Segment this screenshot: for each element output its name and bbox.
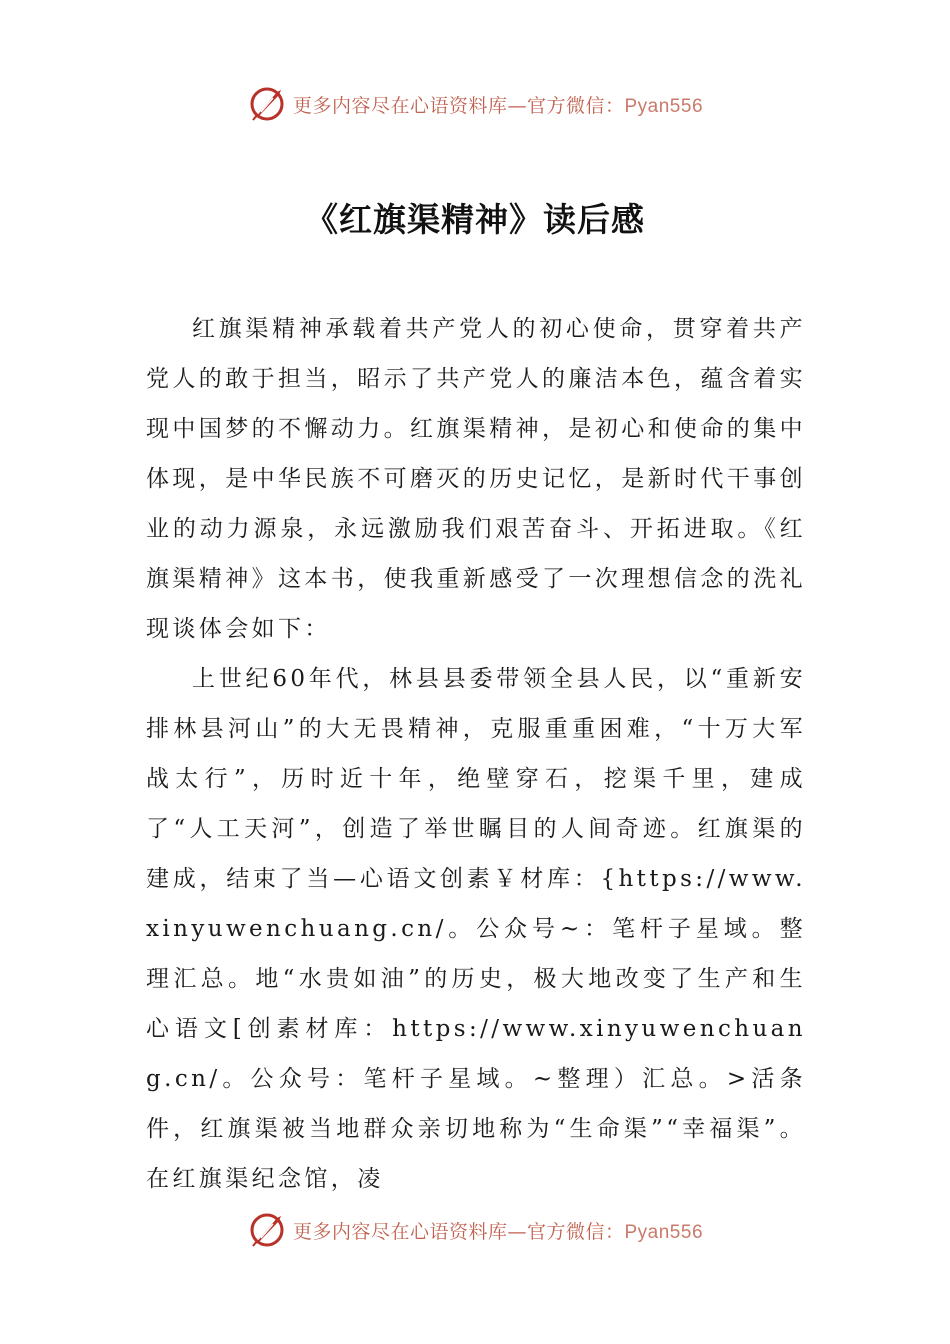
footer-banner-text: 更多内容尽在心语资料库—官方微信：Pyan556 — [292, 1220, 704, 1243]
quill-logo-icon — [247, 1210, 287, 1250]
document-title: 《红旗渠精神》读后感 — [305, 200, 645, 240]
header-banner-text: 更多内容尽在心语资料库—官方微信：Pyan556 — [292, 94, 704, 117]
document-body — [146, 304, 806, 1204]
header-wechat-id: Pyan556 — [624, 95, 704, 117]
header-banner — [0, 80, 950, 128]
paragraph: 上世纪60年代，林县县委带领全县人民，以“重新安排林县河山”的大无畏精神，克服重重困难，“十万大军战太行”，历时近十年，绝壁穿石，挖渠千里，建成了“人工天河”，创造了举世瞩目的人间奇迹。红旗渠的建成，结束了当—心语文创素￥材库：{https://www.xinyuwenchuang.cn/。公众号~：笔杆子星域。整理汇总。地“水贵如油”的历史，极大地改变了生产和生心语文[创素材库：https://www.xinyuwenchuang.cn/。公众号：笔杆子星域。~整理）汇总。>活条件，红旗渠被当地群众亲切地称为“生命渠”“幸福渠”。在红旗渠纪念馆，凌 — [146, 666, 806, 1192]
footer-banner — [0, 1206, 950, 1254]
footer-wechat-id: Pyan556 — [624, 1221, 704, 1243]
paragraph: 红旗渠精神承载着共产党人的初心使命，贯穿着共产党人的敢于担当，昭示了共产党人的廉洁本色，蕴含着实现中国梦的不懈动力。红旗渠精神，是初心和使命的集中体现，是中华民族不可磨灭的历史记忆，是新时代干事创业的动力源泉，永远激励我们艰苦奋斗、开拓进取。《红旗渠精神》这本书，使我重新感受了一次理想信念的洗礼现谈体会如下： — [146, 316, 806, 642]
quill-logo-icon — [247, 84, 287, 124]
